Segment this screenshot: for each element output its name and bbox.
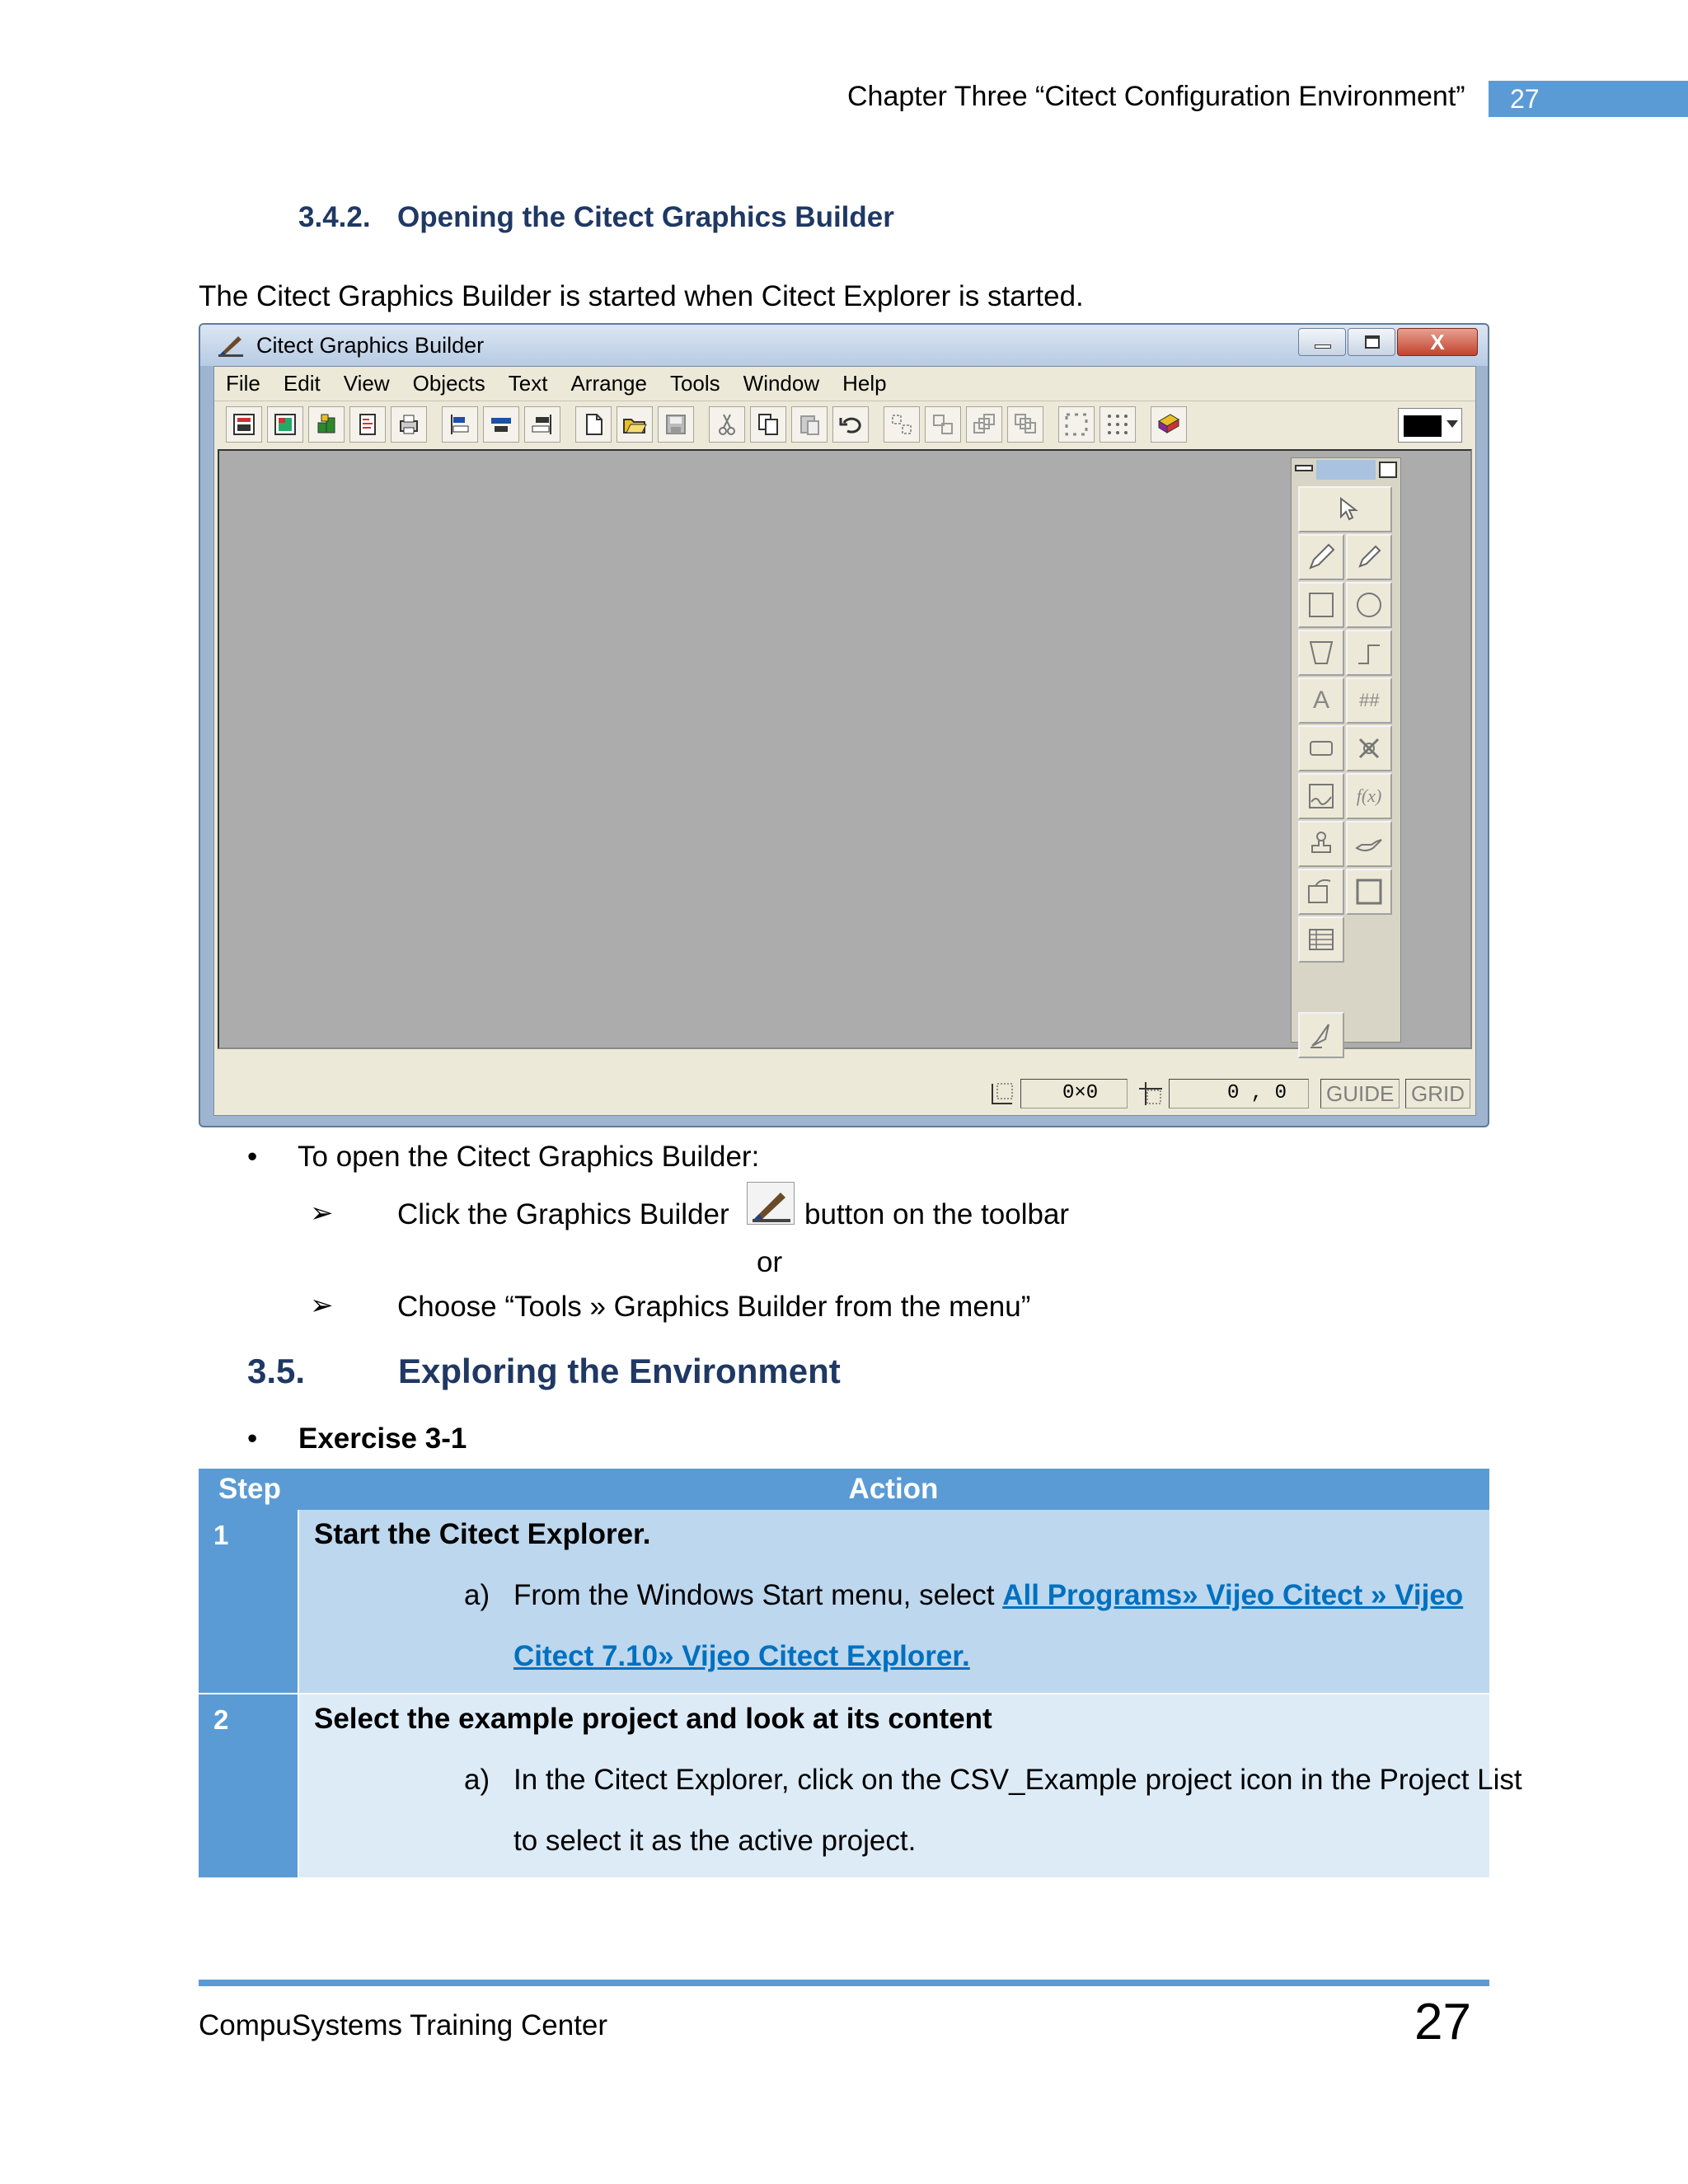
ungroup-icon	[930, 411, 956, 438]
toolbar-button[interactable]	[658, 406, 694, 443]
instruction-step-1-after: button on the toolbar	[804, 1198, 1070, 1230]
pencil-icon	[1306, 541, 1337, 573]
select-tool-button[interactable]	[1298, 486, 1392, 532]
toolbar-button[interactable]	[308, 406, 345, 443]
step-2-line-2: to select it as the active project.	[513, 1825, 917, 1857]
number-tool-button[interactable]: ##	[1346, 677, 1392, 724]
toolbar-button[interactable]	[750, 406, 786, 443]
frame-tool-button[interactable]	[1346, 869, 1392, 915]
action-cell	[299, 1694, 1522, 1877]
palette-caption	[1316, 460, 1376, 480]
menu-window[interactable]: Window	[743, 371, 820, 396]
palette-header	[1292, 458, 1400, 481]
button-tool-button[interactable]	[1298, 725, 1344, 771]
subsection-number: 3.4.2.	[298, 201, 371, 233]
toolbar-button[interactable]	[575, 406, 612, 443]
pipe-icon	[1353, 637, 1385, 668]
text-tool-button[interactable]: A	[1298, 677, 1344, 724]
pen-icon	[1353, 541, 1385, 573]
align-left-icon	[447, 411, 473, 438]
toolbar-button[interactable]	[391, 406, 427, 443]
maximize-button[interactable]	[1348, 328, 1395, 356]
paste-genie-tool-button[interactable]	[1346, 821, 1392, 867]
toolbar-button[interactable]	[442, 406, 478, 443]
arrow-bullet-marker: ➢	[310, 1197, 334, 1229]
header-page-number: 27	[1489, 81, 1688, 117]
step-title: Select the example project and look at its content	[314, 1703, 992, 1735]
window-client-area	[213, 366, 1476, 1116]
minimize-icon	[1315, 344, 1331, 349]
database-tool-button[interactable]	[1298, 916, 1344, 963]
activex-tool-button[interactable]	[1298, 869, 1344, 915]
graphics-builder-screenshot	[199, 323, 1489, 1127]
menu-view[interactable]: View	[343, 371, 390, 396]
menu-help[interactable]: Help	[842, 371, 887, 396]
section-number: 3.5.	[247, 1352, 306, 1390]
align-center-icon	[488, 411, 514, 438]
status-guide[interactable]: GUIDE	[1320, 1079, 1400, 1108]
trend-icon	[1306, 780, 1337, 812]
copy-icon	[755, 411, 781, 438]
toolbar-button[interactable]	[791, 406, 828, 443]
table-icon	[1306, 924, 1337, 955]
exercise-label: Exercise 3-1	[298, 1422, 467, 1455]
object-size-icon	[989, 1080, 1015, 1107]
item-label: a)	[464, 1764, 490, 1796]
drawing-canvas[interactable]	[218, 449, 1472, 1049]
align-right-icon	[529, 411, 556, 438]
menu-arrange[interactable]: Arrange	[570, 371, 647, 396]
toolbar-button[interactable]	[1151, 406, 1187, 443]
library-book-icon	[1156, 411, 1182, 438]
toolbar-button[interactable]	[1100, 406, 1136, 443]
table-header-step: Step	[218, 1473, 281, 1505]
bullet-marker: •	[247, 1422, 258, 1455]
menu-edit[interactable]: Edit	[283, 371, 321, 396]
chevron-down-icon	[1447, 420, 1458, 428]
section-title: Exploring the Environment	[398, 1352, 841, 1390]
grid-icon	[1104, 411, 1131, 438]
step-number: 2	[199, 1694, 298, 1877]
cut-icon	[714, 411, 740, 438]
toolbar-button[interactable]	[966, 406, 1002, 443]
item-label: a)	[464, 1579, 490, 1611]
action-cell	[299, 1510, 1489, 1693]
instruction-step-2: Choose “Tools » Graphics Builder from the menu”	[397, 1291, 1031, 1323]
toolbar-button[interactable]	[1058, 406, 1095, 443]
intro-paragraph: The Citect Graphics Builder is started when Citect Explorer is started.	[199, 280, 1084, 312]
subsection-title: Opening the Citect Graphics Builder	[397, 201, 894, 233]
start-menu-path-link[interactable]: All Programs» Vijeo Citect » Vijeo	[1002, 1579, 1464, 1611]
menu-tools[interactable]: Tools	[669, 371, 720, 396]
symbol-set-icon	[1353, 733, 1385, 764]
status-grid[interactable]: GRID	[1405, 1079, 1470, 1108]
toolbar-button[interactable]	[925, 406, 961, 443]
stamp-icon	[1306, 828, 1337, 860]
instruction-or: or	[757, 1246, 783, 1278]
toolbar-button[interactable]	[267, 406, 303, 443]
footer-rule	[199, 1980, 1489, 1986]
start-menu-path-link-continued[interactable]: Citect 7.10» Vijeo Citect Explorer.	[513, 1640, 970, 1672]
color-swatch	[1404, 415, 1442, 437]
page-grid-icon	[272, 411, 298, 438]
polygon-tool-button[interactable]	[1298, 630, 1344, 676]
graphics-builder-button-icon	[747, 1182, 795, 1225]
guides-icon	[1063, 411, 1090, 438]
palette-maximize-icon[interactable]	[1379, 462, 1397, 478]
tools-palette	[1291, 457, 1401, 1043]
palette-minimize-icon[interactable]	[1295, 465, 1313, 471]
toolbar-button[interactable]	[884, 406, 920, 443]
circle-icon	[1353, 589, 1385, 621]
table-row	[199, 1694, 1522, 1877]
table-header-row	[199, 1469, 1489, 1510]
calculator-icon	[231, 411, 257, 438]
subsection-heading	[298, 201, 894, 234]
menu-file[interactable]: File	[226, 371, 260, 396]
rectangle-tool-button[interactable]	[1298, 582, 1344, 628]
toolbar-button[interactable]	[483, 406, 519, 443]
minimize-button[interactable]	[1298, 328, 1346, 356]
paste-icon	[796, 411, 823, 438]
maximize-icon	[1365, 335, 1380, 349]
toolbar-button[interactable]	[709, 406, 745, 443]
status-size: 0×0	[1020, 1079, 1128, 1108]
toolbar-button[interactable]	[617, 406, 653, 443]
step-1-line-1	[513, 1579, 1463, 1612]
line-tool-button[interactable]	[1346, 534, 1392, 580]
toolbar-button[interactable]	[524, 406, 560, 443]
arrow-bullet-marker: ➢	[310, 1290, 334, 1321]
footer-page-number: 27	[1414, 1994, 1471, 2050]
bullet-marker: •	[247, 1141, 258, 1173]
ellipse-tool-button[interactable]	[1346, 582, 1392, 628]
toolbar-button[interactable]	[226, 406, 262, 443]
close-button[interactable]: X	[1397, 328, 1478, 356]
undo-icon	[837, 411, 864, 438]
footer-organization: CompuSystems Training Center	[199, 2009, 608, 2041]
polygon-icon	[1306, 637, 1337, 668]
document-icon	[354, 411, 381, 438]
button-shape-icon	[1306, 733, 1337, 764]
activex-icon	[1306, 876, 1337, 907]
pipe-tool-button[interactable]	[1346, 630, 1392, 676]
toolbar-button[interactable]	[832, 406, 869, 443]
cicode-object-tool-button[interactable]: f(x)	[1346, 773, 1392, 819]
toolbar-button[interactable]	[1007, 406, 1043, 443]
menu-objects[interactable]: Objects	[412, 371, 485, 396]
step-1-line-1-text: From the Windows Start menu, select	[513, 1579, 1003, 1611]
section-heading	[247, 1352, 841, 1391]
table-row	[199, 1510, 1489, 1693]
quill-icon	[1306, 1019, 1337, 1051]
send-backward-icon	[1012, 411, 1039, 438]
pen-tool-button[interactable]	[1298, 1012, 1344, 1058]
main-toolbar	[214, 403, 1475, 446]
new-page-icon	[580, 411, 607, 438]
pointer-icon	[1329, 494, 1361, 525]
menu-bar	[214, 367, 1475, 401]
objects-icon	[313, 411, 340, 438]
bring-forward-icon	[971, 411, 997, 438]
save-icon	[663, 411, 689, 438]
step-2-line-1: In the Citect Explorer, click on the CSV_Example project icon in the Project List	[513, 1764, 1522, 1796]
running-header-title: Chapter Three “Citect Configuration Environment”	[847, 81, 1465, 112]
freehand-tool-button[interactable]	[1298, 534, 1344, 580]
graphics-builder-icon	[217, 333, 245, 358]
status-bar	[214, 1072, 1475, 1115]
cursor-position-icon	[1137, 1080, 1164, 1107]
instructions-lead: To open the Citect Graphics Builder:	[298, 1141, 760, 1173]
window-title: Citect Graphics Builder	[256, 333, 485, 358]
group-icon	[889, 411, 915, 438]
print-icon	[396, 411, 422, 438]
menu-text[interactable]: Text	[508, 371, 548, 396]
instruction-step-1-before: Click the Graphics Builder	[397, 1198, 729, 1230]
genie-lamp-icon	[1353, 828, 1385, 860]
paste-symbol-tool-button[interactable]	[1298, 821, 1344, 867]
symbol-set-tool-button[interactable]	[1346, 725, 1392, 771]
step-1-line-2	[513, 1640, 970, 1673]
toolbar-button[interactable]	[349, 406, 386, 443]
window-titlebar	[200, 325, 1488, 366]
trend-tool-button[interactable]	[1298, 773, 1344, 819]
rectangle-icon	[1306, 589, 1337, 621]
color-picker[interactable]	[1398, 408, 1462, 443]
step-title: Start the Citect Explorer.	[314, 1518, 651, 1550]
open-folder-icon	[621, 411, 648, 438]
status-position: 0 , 0	[1169, 1079, 1309, 1108]
step-number: 1	[199, 1510, 298, 1693]
table-header-action: Action	[848, 1473, 939, 1505]
frame-icon	[1353, 876, 1385, 907]
